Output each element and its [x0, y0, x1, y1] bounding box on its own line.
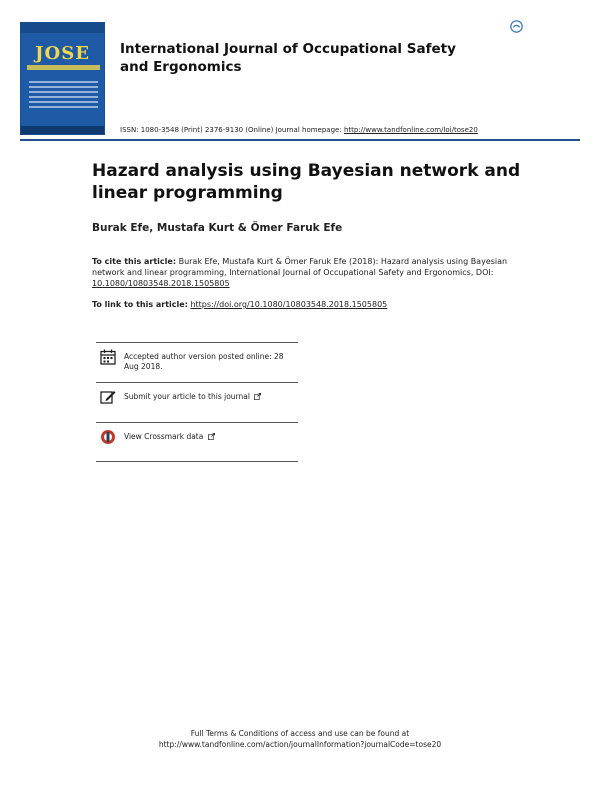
- publisher-logo-icon: [510, 20, 523, 33]
- footer-terms-link[interactable]: http://www.tandfonline.com/action/journalInformation?journalCode=tose20: [158, 740, 442, 749]
- cover-top-stripe: [21, 23, 104, 33]
- citation-text: Burak Efe, Mustafa Kurt & Ömer Faruk Efe (2018): Hazard analysis using Bayesian network and linear programming, International Journal of Occupational Safety and Ergonomics, DOI:: [92, 257, 508, 277]
- journal-cover-image[interactable]: [20, 22, 105, 135]
- link-block: [92, 300, 512, 309]
- citation-label: To cite this article:: [92, 257, 177, 266]
- accepted-date-label: Accepted author version posted online: 28 Aug 2018.: [124, 352, 284, 371]
- citation-doi-link[interactable]: 10.1080/10803548.2018.1505805: [92, 279, 230, 288]
- header-divider: [20, 139, 580, 141]
- journal-title[interactable]: International Journal of Occupational Safety and Ergonomics: [120, 41, 456, 75]
- external-link-icon: [254, 393, 261, 400]
- crossmark-row[interactable]: [96, 422, 298, 462]
- publisher-logo[interactable]: [510, 18, 582, 34]
- article-doi-url-link[interactable]: https://doi.org/10.1080/10803548.2018.1505805: [190, 300, 388, 309]
- submit-article-label: Submit your article to this journal: [124, 392, 250, 401]
- calendar-icon: [100, 349, 116, 365]
- article-info-box: [96, 342, 298, 462]
- article-title: Hazard analysis using Bayesian network and linear programming: [92, 161, 521, 203]
- crossmark-link[interactable]: [124, 432, 296, 442]
- cover-bottom-stripe: [21, 126, 104, 134]
- cover-title: JOSE: [35, 43, 90, 64]
- link-label: To link to this article:: [92, 300, 188, 309]
- footer-line-1: Full Terms & Conditions of access and use can be found at: [190, 729, 410, 738]
- issn-line: [120, 126, 540, 134]
- submit-article-row[interactable]: [96, 382, 298, 422]
- journal-homepage-link[interactable]: http://www.tandfonline.com/loi/tose20: [343, 126, 478, 134]
- cover-subtitle-bar: [27, 65, 100, 70]
- citation-block: [92, 256, 512, 289]
- crossmark-label: View Crossmark data: [124, 432, 204, 441]
- issn-text: ISSN: 1080-3548 (Print) 2376-9130 (Online) Journal homepage:: [120, 126, 342, 134]
- accepted-date-row: [96, 342, 298, 382]
- external-link-icon: [208, 433, 215, 440]
- footer-terms: [0, 728, 600, 750]
- submit-article-link[interactable]: [124, 392, 296, 402]
- article-authors: Burak Efe, Mustafa Kurt & Ömer Faruk Efe: [92, 222, 343, 234]
- edit-icon: [100, 389, 116, 405]
- cover-text-lines: [29, 81, 98, 111]
- crossmark-icon: [100, 429, 116, 445]
